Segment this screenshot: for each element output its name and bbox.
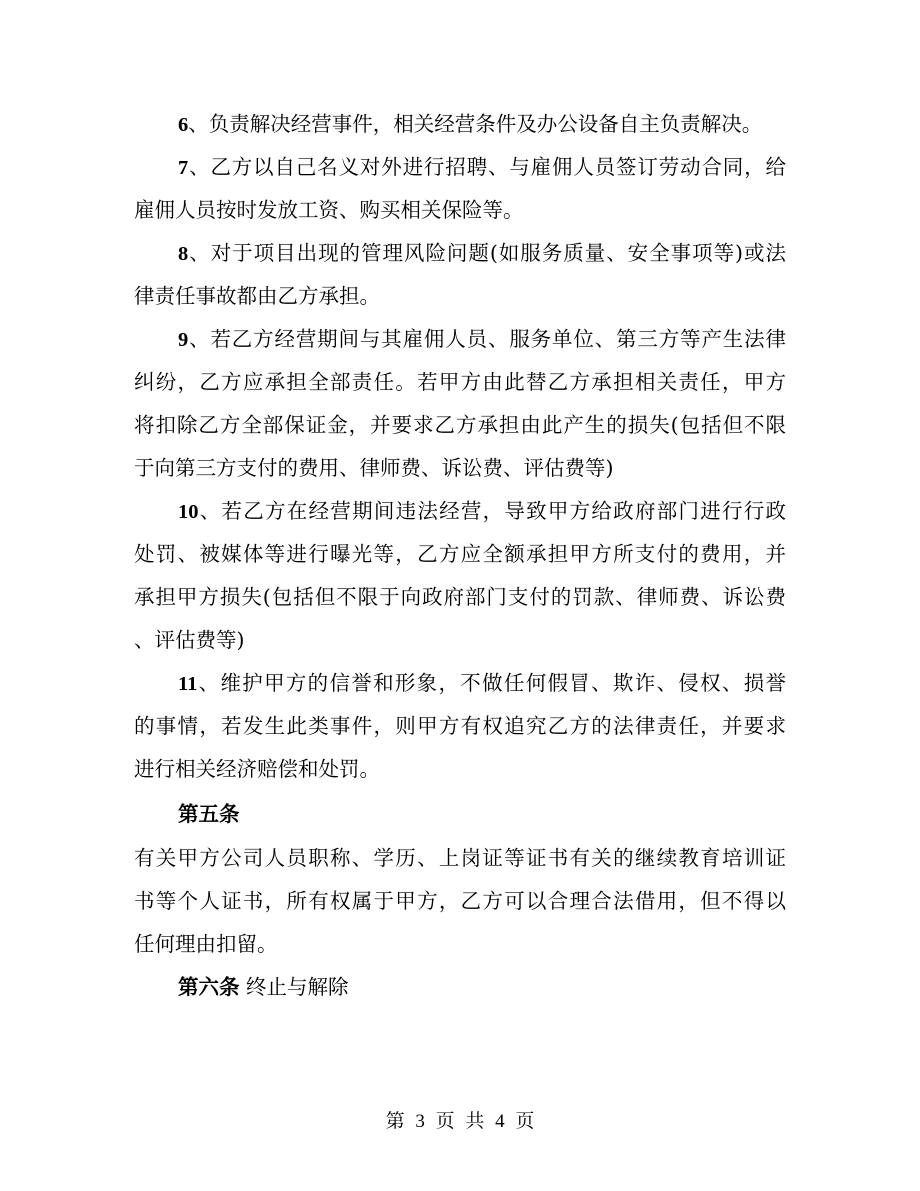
clause-number: 10 <box>178 501 199 523</box>
clause-9-line-2: 纠纷，乙方应承担全部责任。若甲方由此替乙方承担相关责任，甲方 <box>134 370 786 394</box>
page-footer: 第 3 页 共 4 页 <box>385 1111 535 1132</box>
clause-number: 7 <box>178 157 189 179</box>
clause-text: 、对于项目出现的管理风险问题(如服务质量、安全事项等)或法 <box>188 241 786 265</box>
article-5-heading: 第五条 <box>178 802 240 826</box>
clause-text: 、若乙方在经营期间违法经营，导致甲方给政府部门进行行政 <box>198 499 786 523</box>
clause-number: 9 <box>178 329 189 351</box>
article-5-line-1: 有关甲方公司人员职称、学历、上岗证等证书有关的继续教育培训证 <box>134 846 786 870</box>
clause-10-line-3: 承担甲方损失(包括但不限于向政府部门支付的罚款、律师费、诉讼费 <box>134 585 786 609</box>
clause-text: 、负责解决经营事件，相关经营条件及办公设备自主负责解决。 <box>188 112 763 136</box>
clause-text: 、维护甲方的信誉和形象，不做任何假冒、欺诈、侵权、损誉 <box>197 671 786 695</box>
clause-10-line-2: 处罚、被媒体等进行曝光等，乙方应全额承担甲方所支付的费用，并 <box>134 542 786 566</box>
clause-8-line-1 <box>178 239 786 267</box>
article-6-heading: 第六条 <box>178 975 240 999</box>
article-5-line-3: 任何理由扣留。 <box>134 932 278 956</box>
clause-7-line-2: 雇佣人员按时发放工资、购买相关保险等。 <box>134 198 524 222</box>
clause-9-line-1 <box>178 325 786 353</box>
clause-11-line-1 <box>178 669 786 697</box>
clause-text: 、乙方以自己名义对外进行招聘、与雇佣人员签订劳动合同，给 <box>188 155 786 179</box>
clause-8-line-2: 律责任事故都由乙方承担。 <box>134 284 380 308</box>
clause-9-line-4: 于向第三方支付的费用、律师费、诉讼费、评估费等) <box>134 456 614 480</box>
article-6-title: 终止与解除 <box>239 975 349 999</box>
clause-number: 8 <box>178 243 189 265</box>
clause-7-line-1 <box>178 153 786 181</box>
clause-6-line-1 <box>178 110 786 138</box>
article-6-heading-line <box>178 973 786 1001</box>
clause-number: 6 <box>178 114 189 136</box>
clause-10-line-1 <box>178 497 786 525</box>
clause-text: 、若乙方经营期间与其雇佣人员、服务单位、第三方等产生法律 <box>188 327 786 351</box>
clause-11-line-3: 进行相关经济赔偿和处罚。 <box>134 757 380 781</box>
clause-number: 11 <box>178 673 198 695</box>
clause-9-line-3: 将扣除乙方全部保证金，并要求乙方承担由此产生的损失(包括但不限 <box>134 413 786 437</box>
article-5-line-2: 书等个人证书，所有权属于甲方，乙方可以合理合法借用，但不得以 <box>134 889 786 913</box>
clause-10-line-4: 、评估费等) <box>134 628 245 652</box>
clause-11-line-2: 的事情，若发生此类事件，则甲方有权追究乙方的法律责任，并要求 <box>134 714 786 738</box>
